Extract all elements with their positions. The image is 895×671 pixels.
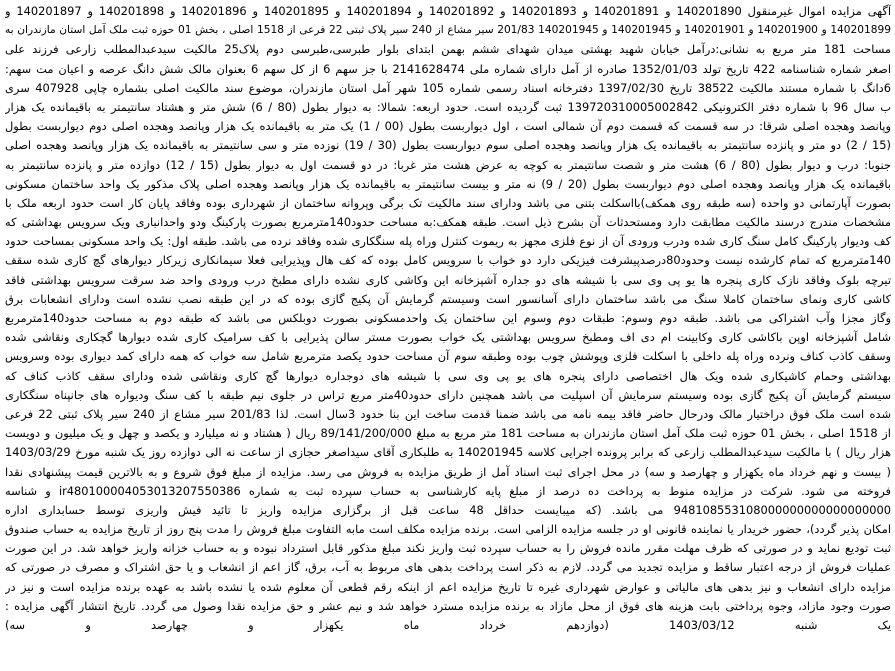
text-line: سیستم گرمایش آن پکیج گازی بوده وسیستم سرمایش آن اسپلیت می باشد همچنین دارای حدود40متر مربع تراس در جلوی نیم طبقه با کف سنگ ودیواره های جانپناه سنگکاری: [5, 387, 891, 402]
text-line: ب سال 96 با شماره دفتر الکترونیکی 139720310005002842 ثبت گردیده است. حدود اربعه: شمالا: به دیوار بطول (80 / 6) شش متر و هشتاد سانتیمتر به باقیمانده یک هزار: [5, 99, 891, 114]
text-line: از 1518 اصلی ، بخش 01 حوزه ثبت ملک آمل استان مازندران به مساحت 181 متر مربع به مبلغ 89/141/200/000 ریال ( هشتاد و نه میلیارد و یکصد و چهل و یک میلیون و دویست: [5, 426, 891, 441]
text-line: 140201899 و 140201900 و 140201901 و 140201945 و 140201945 201/83 سیر مشاع از 240 سیر پلاک ثبتی 22 فرعی از 1518 اصلی ، بخش 01 حوزه ثبت ملک آمل استان مازندران به: [5, 24, 891, 37]
text-line: فروخته می شود. شرکت در مزایده منوط به پرداخت ده درصد از مبلغ پایه کارشناسی به حساب سپرده ثبت به شماره ir480100004053013207550386 و شناسه: [5, 483, 891, 498]
text-line: شده است ملک فوق دراختیار مالک ودرحال حاضر فاقد بیمه نامه می باشد ضمنا قدمت ساخت این بنا حدود 3سال است. لذا 201/83 سیر مشاع از 240 سیر پلاک ثبتی 22 فرعی: [5, 406, 891, 421]
text-line: ( بیست و نهم خرداد ماه یکهزار و چهارصد و سه) در محل اجرای ثبت اسناد آمل از طریق مزایده به فروش می رسد. مزایده از مبلغ فوق شروع و به بالاترین قیمت پیشنهادی نقدا: [5, 464, 891, 479]
text-line: اصغر شماره شناسنامه 422 تاریخ تولد 1352/01/03 صادره از آمل دارای شماره ملی 2141628474 با جز سهم 6 از کل سهم 6 بعنوان مالک شش دانگ عرصه و اعیان مت سهم:: [5, 61, 891, 76]
text-line: 6دانگ با شماره مستند مالکیت 38522 تاریخ 1397/02/30 دفترخانه اسناد رسمی شماره 105 شهر آمل استان مازندران، موضوع سند مالکیت اصلی بشماره چاپی 407928 سری: [5, 80, 891, 95]
text-line: عملیات فروش از درجه اعتبار ساقط و مزایده تجدید می گردد. لازم به ذکر است پرداخت بدهی های مربوط به آب، برق، گاز اعم از انشعاب و یا حق اشتراک و مصرف در صورتی که: [5, 560, 891, 575]
text-line: 140مترمربع که تمام کارشده نیست وحدود80درصدپیشرفت فیزیکی دارد دو خواب با سرویس کامل بوده که کف هال وپذیرایی فعلا سیمانکاری زیرکار دیوارهای گچ کاری شده سقف: [5, 253, 891, 268]
text-line: بهداشتی وحمام کاشیکاری شده ویک هال اختصاصی دارای پنجره های یو پی وی سی با شیشه های دوجداره دیوارها گچ کاری ونقاشی شده ودارای سقف کاذب کناف که: [5, 368, 891, 383]
text-line: کف ودیوار پارکینگ کامل سنگ کاری شده ودرب ورودی آن از نوع فلزی مجهز به ریموت کنترل وراه پله سنگکاری شده وفاقد نرده می باشد. طبقه اول: یک واحد مسکونی بمساحت حدود: [5, 234, 891, 249]
text-line: (15 / 2) دو متر و پانزده سانتیمتر به باقیمانده یک هزار وپانصد وهجده اصلی سوم دیواربست بطول (30 / 19) نوزده متر و سی سانتیمتر به باقیمانده یک هزار وپانصد وهجده اصلی: [5, 138, 891, 153]
text-line: مشخصات مندرج درسند مالکیت مطابقت دارد ومستحدثات آن بشرح ذیل است. طبقه همکف:به مساحت حدود140مترمربع بصورت پارکینگ ودو واحدانباری ویک سرویس بهداشتی که: [5, 215, 891, 230]
text-line: 948108553108000000000000000000 می باشد. (که میبایست حداقل 48 ساعت قبل از برگزاری مزایده واریز تا تائید فیش واریزی توسط حسابداری اداره: [5, 502, 891, 517]
text-line: هزار ریال ) با مالکیت سیدعبدالمطلب زارعی که برابر پرونده اجرایی کلاسه 140201945 به طلبکاری آقای سیداصغر حجازی از ساعت نه الی دوازده روز یک شنبه مورخ 1403/03/29: [5, 445, 891, 460]
auction-notice-text: [5, 2, 891, 669]
text-line: باقیمانده یک هزار وپانصد وهجده اصلی دوم دیواربست بطول (20 / 9) نه متر و بیست سانتیمتر به باقیمانده یک هزار وپانصد وهجده اصلی پلاک مذکور یک واحد ساختمان مسکونی: [5, 176, 891, 191]
text-line: تیرچه بلوک وفاقد نازک کاری پنجره ها یو پی وی سی با شیشه های دو جداره آشپزخانه این وکاشی کاری نشده دارای مطبخ درب ورودی واحد ضد سرقت سرویس بهداشتی فاقد: [5, 272, 891, 287]
text-line: آگهی مزایده اموال غیرمنقول 140201890 و 140201891 و 140201893 و 140201892 و 140201894 و 140201895 و 140201896 و 140201898 و 140201897 و: [5, 4, 891, 18]
text-line: یک شنبه 1403/03/12 (دوازدهم خرداد ماه یکهزار و چهارصد و سه): [5, 618, 891, 632]
text-line: وسقف کاذب کناف ونرده وراه پله داخلی با اسکلت فلزی وپوشش چوب بوده وطبقه سوم آن مساحت حدود یکصد مترمربع شامل سه خواب که همه دارای کمد دیواری بوده وسرویس: [5, 349, 891, 364]
text-line: بصورت آپارتمانی دو واحده (سه طبقه روی همکف)بااسکلت بتنی می باشد ودارای سند مالکیت تک برگی وپروانه ساختمان از شهرداری بوده وفاقد پایان کار است حدود اربعه ملک با: [5, 195, 891, 210]
text-line: کاشی کاری ونمای ساختمان کاملا سنگ می باشد ساختمان دارای آسانسور است وسیستم گرمایش آن پکیج گازی بوده که در این طبقه نصب نشده است ودارای انشعابات برق: [5, 291, 891, 306]
text-line: مساحت 181 متر مربع به نشانی:درآمل خیابان شهید بهشتی میدان شهدای ششم بهمن ابتدای بلوار طبرسی،طبرسی دوم پلاک25 مالکیت سیدعبدالمطلب زارعی فرزند علی: [5, 42, 891, 57]
text-line: وپانصد وهجده اصلی شرقا: در سه قسمت که قسمت دوم آن شمالی است ، اول دیواربست بطول (00 / 1) یک متر به باقیمانده یک هزار وپانصد وهجده اصلی دوم دیواربست بطول: [5, 119, 891, 134]
text-line: امکان پذیر گردد)، حضور خریدار یا نماینده قانونی او در جلسه مزایده الزامی است. برنده مزایده مکلف است مابه التفاوت مبلغ فروش را مدت پنج روز از تاریخ مزایده به حساب صندوق: [5, 522, 891, 537]
text-line: جنوبا: درب و دیوار بطول (80 / 6) هشت متر و شصت سانتیمتر به کوچه به عرض هشت متر غربا: در دو قسمت اول به دیوار بطول (15 / 12) دوازده متر و پانزده سانتیمتر به: [5, 157, 891, 172]
text-line: ثبت تودیع نماید و در صورتی که ظرف مهلت مقرر مانده فروش را به حساب سپرده ثبت واریز نکند مبلغ مذکور قابل استرداد نبوده و به حساب خزانه واریز خواهد شد. در این صورت: [5, 541, 891, 556]
text-line: مزایده دارای انشعاب و نیز بدهی های مالیاتی و عوارض شهرداری غیره تا تاریخ مزایده اعم از اینکه رقم قطعی آن معلوم شده یا نشده باشد به عهده برنده مزایده است و نیز در: [5, 579, 891, 594]
text-line: [5, 635, 891, 654]
text-line: شامل آشپزخانه اوپن باکاشی کاری وکابینت ام دی اف ومطبخ سرویس بهداشتی یک خواب بصورت مستر سالن پذیرایی با کف سرامیک کاری شده دیوارها گچکاری ونقاشی شده: [5, 330, 891, 345]
text-line: وگاز مجزا وآب اشتراکی می باشد. طبقه دوم وسوم: طبقات دوم وسوم این ساختمان یک واحدمسکونی بصورت دوبلکس می باشد که طبقه دوم به مساحت حدود140مترمربع: [5, 311, 891, 325]
text-line: صورت وجود مازاد، وجوه پرداختی بابت هزینه های فوق از محل مازاد به برنده مزایده مسترد خواهد شد و نیم عشر و حق مزایده نقدا وصول می گردد. تاریخ انتشار آگهی مزایده :: [5, 598, 891, 613]
